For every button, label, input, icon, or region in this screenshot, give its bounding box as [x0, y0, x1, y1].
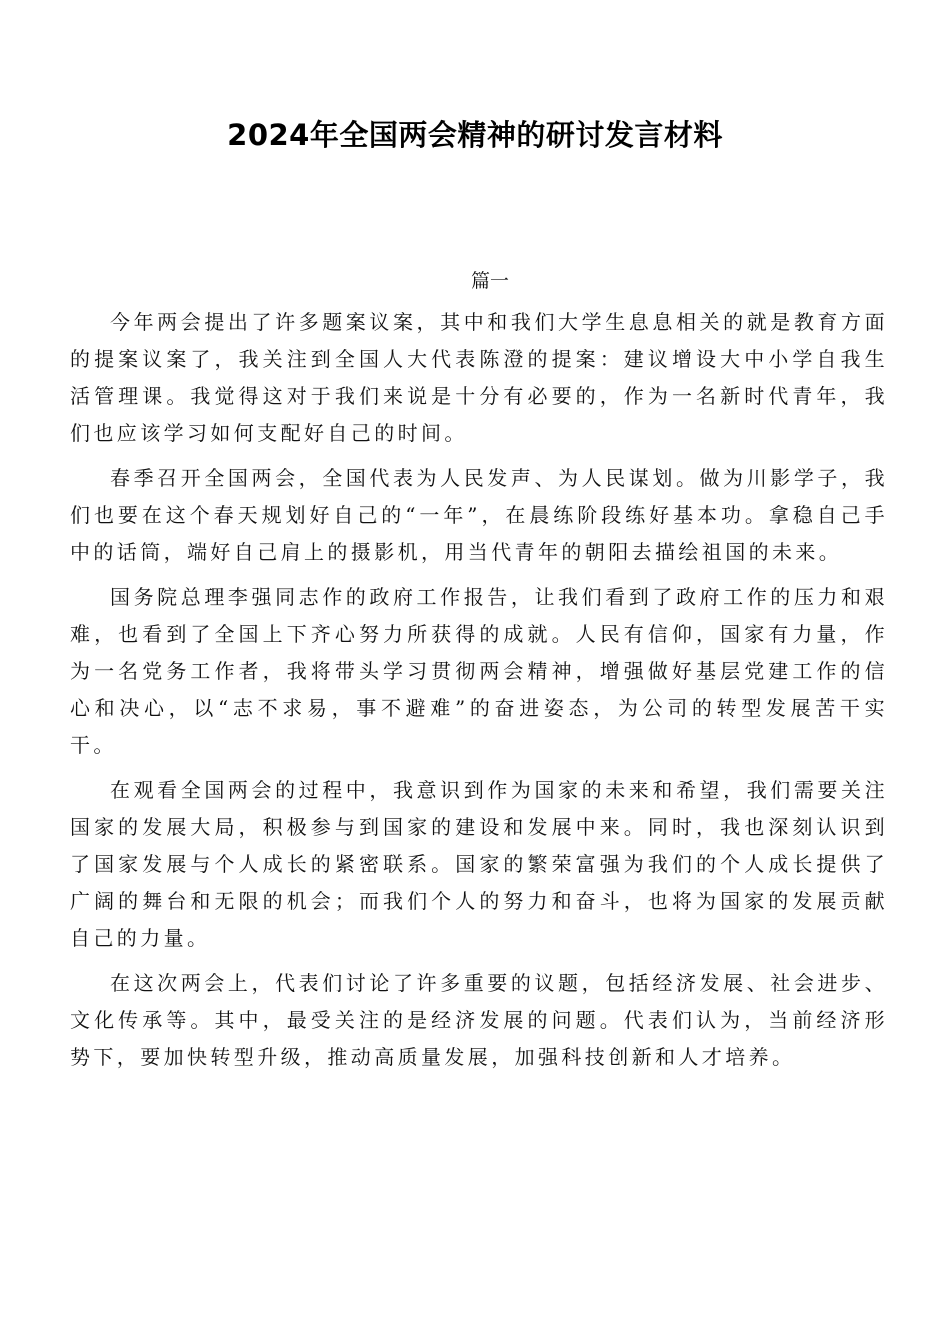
paragraph-1: 今年两会提出了许多题案议案，其中和我们大学生息息相关的就是教育方面的提案议案了，我关注到全国人大代表陈澄的提案：建议增设大中小学自我生活管理课。我觉得这对于我们来说是十分有必要的，作为一名新时代青年，我们也应该学习如何支配好自己的时间。 [70, 310, 888, 445]
paragraph-5: 在这次两会上，代表们讨论了许多重要的议题，包括经济发展、社会进步、文化传承等。其中，最受关注的是经济发展的问题。代表们认为，当前经济形势下，要加快转型升级，推动高质量发展，加强科技创新和人才培养。 [70, 971, 888, 1069]
document-body [70, 304, 888, 1084]
paragraph-3: 国务院总理李强同志作的政府工作报告，让我们看到了政府工作的压力和艰难，也看到了全国上下齐心努力所获得的成就。人民有信仰，国家有力量，作为一名党务工作者，我将带头学习贯彻两会精神，增强做好基层党建工作的信心和决心，以“志不求易，事不避难”的奋进姿态，为公司的转型发展苦干实干。 [70, 585, 888, 757]
paragraph-4: 在观看全国两会的过程中，我意识到作为国家的未来和希望，我们需要关注国家的发展大局，积极参与到国家的建设和发展中来。同时，我也深刻认识到了国家发展与个人成长的紧密联系。国家的繁荣富强为我们的个人成长提供了广阔的舞台和无限的机会；而我们个人的努力和奋斗，也将为国家的发展贡献自己的力量。 [70, 778, 888, 950]
document-title: 2024年全国两会精神的研讨发言材料 [227, 118, 723, 153]
paragraph-2: 春季召开全国两会，全国代表为人民发声、为人民谋划。做为川影学子，我们也要在这个春天规划好自己的“一年”，在晨练阶段练好基本功。拿稳自己手中的话筒，端好自己肩上的摄影机，用当代青年的朝阳去描绘祖国的未来。 [70, 466, 888, 564]
section-heading: 篇一 [470, 270, 509, 292]
